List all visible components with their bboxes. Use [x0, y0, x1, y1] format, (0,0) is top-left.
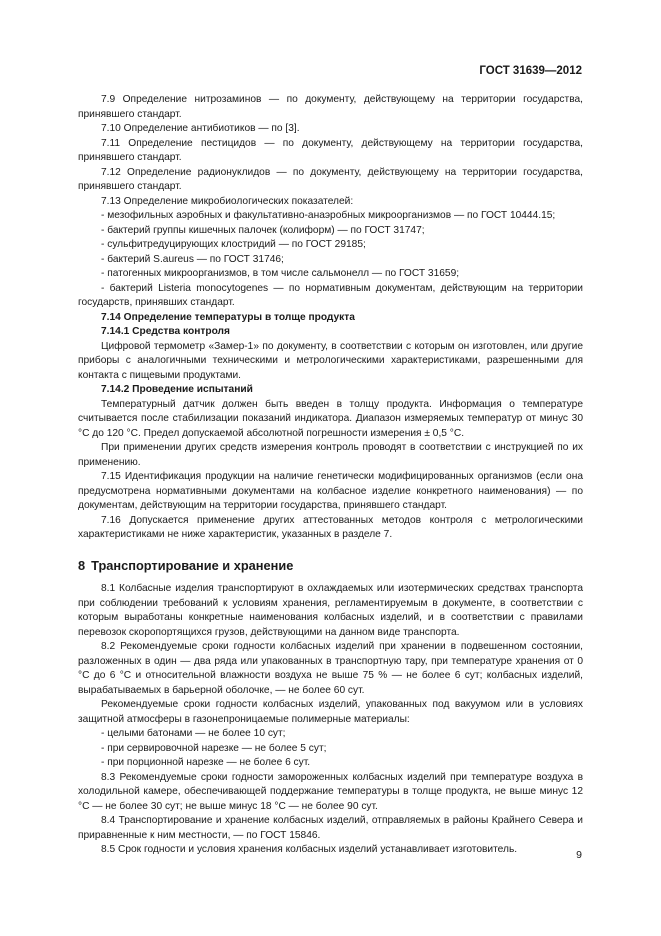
document-body — [78, 93, 583, 858]
paragraph-vacuum: Рекомендуемые сроки годности колбасных изделий, упакованных под вакуумом или в условиях защитной атмосферы в газонепроницаемые полимерные материалы: — [78, 699, 583, 725]
subsection-heading-7-14-1: 7.14.1 Средства контроля — [101, 326, 230, 337]
section-title: Транспортирование и хранение — [91, 557, 294, 573]
document-code: ГОСТ 31639—2012 — [479, 65, 582, 77]
list-item: - патогенных микроорганизмов, в том числе сальмонелл — по ГОСТ 31659; — [101, 268, 460, 279]
subsection-heading-7-14-2: 7.14.2 Проведение испытаний — [101, 384, 253, 395]
paragraph-other-means: При применении других средств измерения контроль проводят в соответствии с инструкцией по их применению. — [78, 442, 583, 468]
list-item: - бактерий группы кишечных палочек (колиформ) — по ГОСТ 31747; — [101, 224, 425, 236]
list-item: - бактерий Listeria monocytogenes — по нормативным документам, действующим на территории государств, принявших стандарт. — [78, 282, 583, 308]
list-item: - при сервировочной нарезке — не более 5 сут; — [101, 742, 327, 754]
list-item: - при порционной нарезке — не более 6 сут. — [101, 757, 311, 768]
list-item: - бактерий S.aureus — по ГОСТ 31746; — [101, 253, 284, 265]
paragraph-7-9: 7.9 Определение нитрозаминов — по документу, действующему на территории государства, принявшего стандарт. — [78, 94, 583, 120]
paragraph-7-10: 7.10 Определение антибиотиков — по [3]. — [101, 123, 300, 134]
paragraph-7-13: 7.13 Определение микробиологических показателей: — [101, 195, 354, 207]
list-item: - мезофильных аэробных и факультативно-анаэробных микроорганизмов — по ГОСТ 10444.15; — [101, 210, 556, 221]
paragraph-testing: Температурный датчик должен быть введен в толщу продукта. Информация о температуре считывается после стабилизации показаний индикатора. Диапазон измеряемых температур от минус 30 °С до 120 °С. Предел допускаемой абсолютной погрешности измерения ± 0,5 °С. — [78, 398, 583, 439]
paragraph-8-3: 8.3 Рекомендуемые сроки годности замороженных колбасных изделий при температуре воздуха в холодильной камере, обеспечивающей поддержание температуры в толще продукта, не выше минус 12 °С — не более 30 сут; не выше минус 18 °С — не более 90 сут. — [78, 771, 583, 812]
paragraph-8-1: 8.1 Колбасные изделия транспортируют в охлаждаемых или изотермических средствах транспорта при соблюдении требований к условиям хранения, регламентируемым в документе, в соответствии с которым выработаны конкретные наименования колбасных изделий, и в соответствии с правилами перевозок скоропортящихся грузов, действующими на данном виде транспорта. — [78, 583, 583, 638]
section-heading-8 — [78, 559, 583, 574]
section-number: 8 — [78, 557, 86, 573]
page-number: 9 — [576, 849, 582, 861]
list-item: - сульфитредуцирующих клостридий — по ГОСТ 29185; — [101, 239, 366, 250]
paragraph-7-16: 7.16 Допускается применение других аттестованных методов контроля с метрологическими характеристиками не ниже характеристик, указанных в разделе 7. — [78, 514, 583, 540]
list-item: - целыми батонами — не более 10 сут; — [101, 728, 286, 739]
paragraph-7-15: 7.15 Идентификация продукции на наличие генетически модифицированных организмов (если она предусмотрена нормативными документами на колбасное изделие конкретного наименования) — по документам, действующим на территории государства, принявшего стандарт. — [78, 471, 583, 511]
paragraph-8-2: 8.2 Рекомендуемые сроки годности колбасных изделий при хранении в подвешенном состоянии, разложенных в один — два ряда или упакованных в транспортную тару, при температуре хранения от 0 °С до 6 °С и относительной влажности воздуха не выше 75 % — не более 6 сут; колбасных изделий, вырабатываемых в барьерной оболочке, — не более 60 сут. — [78, 641, 583, 696]
subsection-heading-7-14: 7.14 Определение температуры в толще продукта — [101, 311, 355, 323]
paragraph-8-5: 8.5 Срок годности и условия хранения колбасных изделий устанавливает изготовитель. — [101, 844, 518, 855]
paragraph-7-12: 7.12 Определение радионуклидов — по документу, действующему на территории государства, принявшего стандарт. — [78, 166, 583, 192]
paragraph-control-means: Цифровой термометр «Замер-1» по документу, в соответствии с которым он изготовлен, или другие приборы с аналогичными техническими и метрологическими характеристиками, разрешенными для контакта с пищевыми продуктами. — [78, 340, 583, 381]
paragraph-8-4: 8.4 Транспортирование и хранение колбасных изделий, отправляемых в районы Крайнего Севера и приравненные к ним местности, — по ГОСТ 15846. — [78, 815, 583, 841]
paragraph-7-11: 7.11 Определение пестицидов — по документу, действующему на территории государства, принявшего стандарт. — [78, 137, 583, 163]
